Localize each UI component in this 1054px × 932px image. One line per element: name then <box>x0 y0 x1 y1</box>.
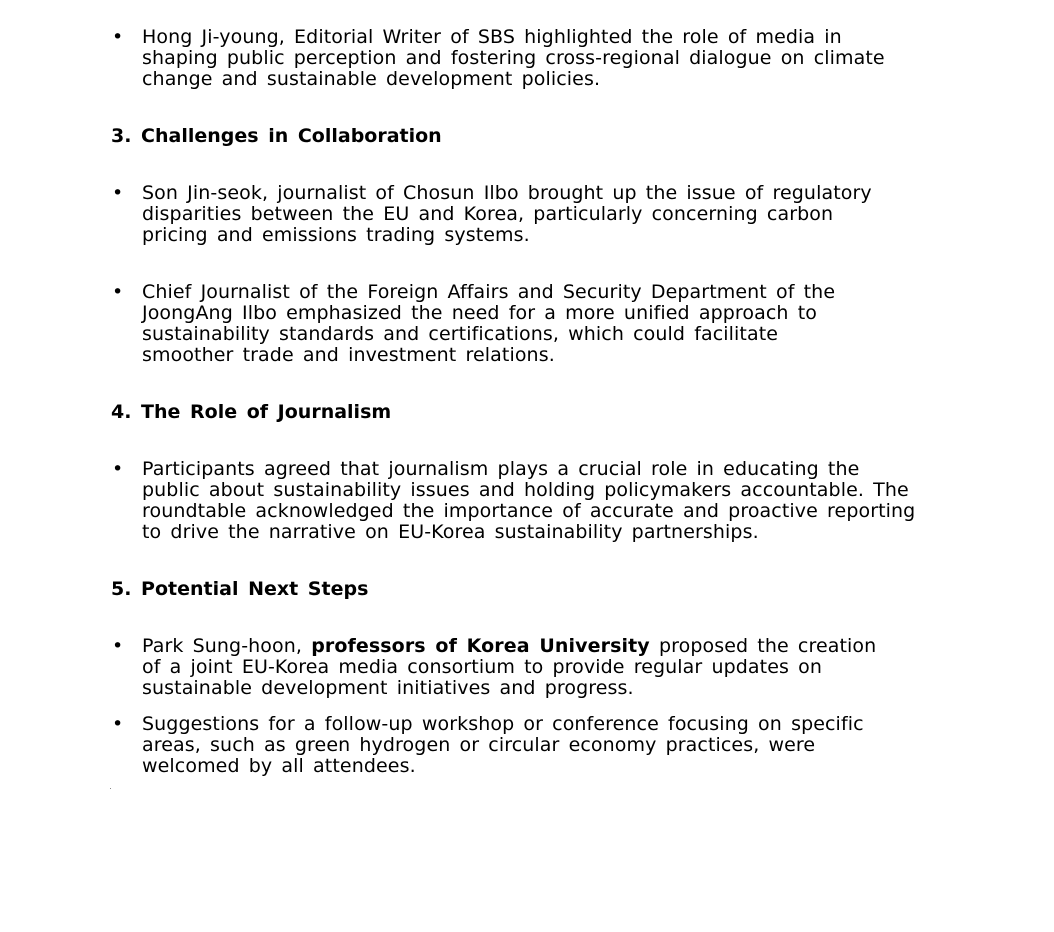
bullet-son-jin-seok <box>112 183 907 246</box>
bullet-text-hong: Hong Ji-young, Editorial Writer of SBS highlighted the role of media in shaping public perception and fostering cross-regional dialogue on climate change and sustainable development policies. <box>142 26 885 90</box>
heading-challenges-in-collaboration: 3. Challenges in Collaboration <box>111 125 442 147</box>
heading-potential-next-steps: 5. Potential Next Steps <box>111 578 369 600</box>
bullet-chief-journalist <box>112 282 877 366</box>
bullet-marker: • <box>112 458 124 480</box>
bullet-marker: • <box>112 713 124 735</box>
bullet-text-park <box>142 636 902 699</box>
bullet-participants <box>112 459 917 543</box>
bullet-marker: • <box>112 182 124 204</box>
bullet-marker: • <box>112 635 124 657</box>
bullet-park-sung-hoon <box>112 636 902 699</box>
bullet-marker: • <box>112 26 124 48</box>
page-artifact-dot <box>110 788 111 789</box>
bullet-hong-ji-young <box>112 27 892 90</box>
heading-role-of-journalism: 4. The Role of Journalism <box>111 401 392 423</box>
park-proposal: proposed the creation of a joint EU-Korea media consortium to provide regular updates on sustainable development initiatives and progress. <box>142 635 877 699</box>
park-affiliation: professors of Korea University <box>311 635 650 657</box>
bullet-text-participants: Participants agreed that journalism plays a crucial role in educating the public about sustainability issues and holding policymakers accountable. The roundtable acknowledged the importance of accurate and proactive reporting to drive the narrative on EU-Korea sustainability partnerships. <box>142 458 916 543</box>
bullet-text-suggestions: Suggestions for a follow-up workshop or conference focusing on specific areas, such as green hydrogen or circular economy practices, were welcomed by all attendees. <box>142 713 864 777</box>
park-name: Park Sung-hoon, <box>142 635 303 657</box>
bullet-marker: • <box>112 281 124 303</box>
bullet-text-son: Son Jin-seok, journalist of Chosun Ilbo brought up the issue of regulatory disparities between the EU and Korea, particularly concerning carbon pricing and emissions trading systems. <box>142 182 872 246</box>
bullet-suggestions <box>112 714 917 777</box>
bullet-text-chief: Chief Journalist of the Foreign Affairs and Security Department of the JoongAng Ilbo emphasized the need for a more unified approach to sustainability standards and certifications, which could facilitate smoother trade and investment relations. <box>142 281 836 366</box>
